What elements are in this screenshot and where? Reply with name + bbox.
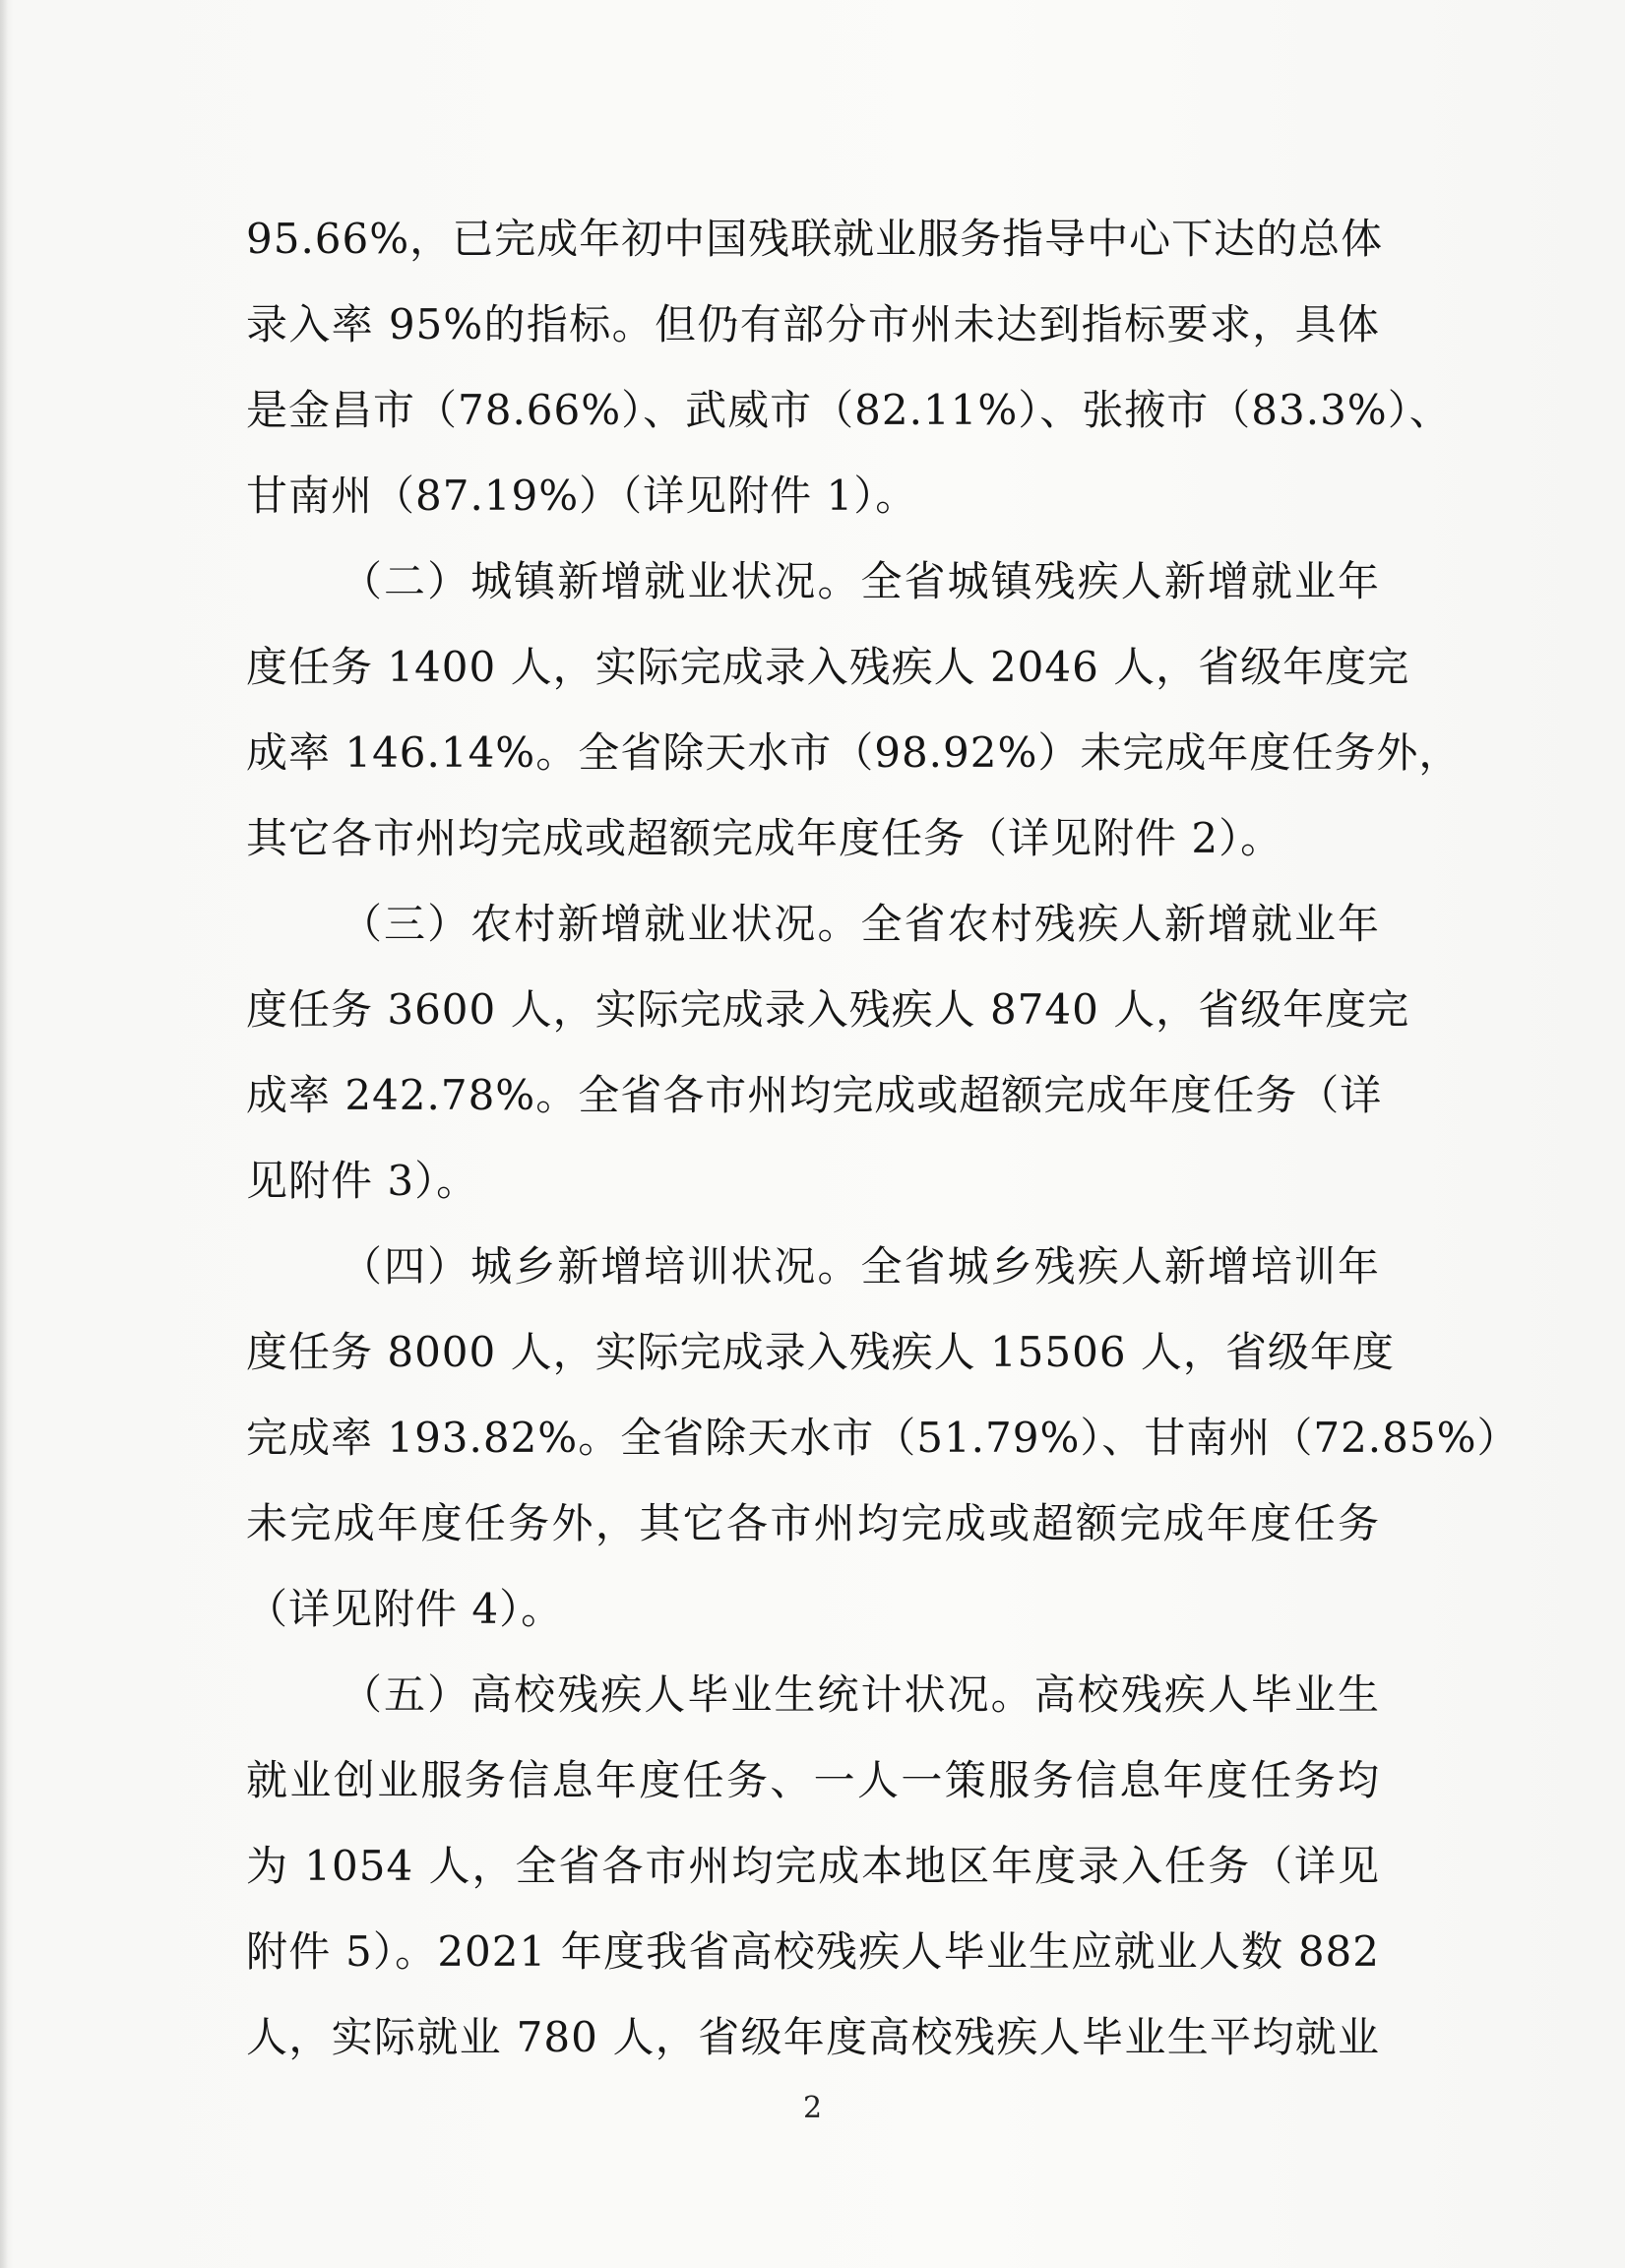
text-line: 为 1054 人，全省各市州均完成本地区年度录入任务（详见	[246, 1842, 1380, 1890]
text-line: 成率 146.14%。全省除天水市（98.92%）未完成年度任务外，	[246, 728, 1462, 777]
text-line: 是金昌市（78.66%）、武威市（82.11%）、张掖市（83.3%）、	[246, 386, 1452, 434]
scan-edge-shadow	[0, 0, 8, 2268]
page-number: 2	[802, 2091, 823, 2125]
text-line: 度任务 3600 人，实际完成录入残疾人 8740 人，省级年度完	[246, 985, 1410, 1034]
document-body	[246, 203, 1520, 2087]
text-line: 其它各市州均完成或超额完成年度任务（详见附件 2）。	[246, 814, 1283, 862]
text-line: 甘南州（87.19%）（详见附件 1）。	[246, 472, 918, 520]
text-line: 就业创业服务信息年度任务、一人一策服务信息年度任务均	[246, 1756, 1380, 1804]
text-line: 见附件 3）。	[246, 1157, 479, 1205]
section-heading-line: （五）高校残疾人毕业生统计状况。高校残疾人毕业生	[341, 1670, 1380, 1719]
text-line: 完成率 193.82%。全省除天水市（51.79%）、甘南州（72.85%）	[246, 1414, 1520, 1462]
text-line: 95.66%，已完成年初中国残联就业服务指导中心下达的总体	[246, 215, 1384, 263]
section-heading-line: （二）城镇新增就业状况。全省城镇残疾人新增就业年	[341, 557, 1380, 605]
section-heading-line: （三）农村新增就业状况。全省农村残疾人新增就业年	[341, 900, 1380, 948]
section-heading-line: （四）城乡新增培训状况。全省城乡残疾人新增培训年	[341, 1242, 1380, 1291]
text-line: 附件 5）。2021 年度我省高校残疾人毕业生应就业人数 882	[246, 1927, 1380, 1976]
text-line: 度任务 8000 人，实际完成录入残疾人 15506 人，省级年度	[246, 1328, 1395, 1376]
text-line: 录入率 95%的指标。但仍有部分市州未达到指标要求，具体	[246, 300, 1380, 348]
text-line: 人，实际就业 780 人，省级年度高校残疾人毕业生平均就业	[246, 2013, 1380, 2061]
text-line: 成率 242.78%。全省各市州均完成或超额完成年度任务（详	[246, 1071, 1383, 1119]
text-line: （详见附件 4）。	[246, 1585, 564, 1633]
text-line: 度任务 1400 人，实际完成录入残疾人 2046 人，省级年度完	[246, 643, 1410, 691]
text-line: 未完成年度任务外，其它各市州均完成或超额完成年度任务	[246, 1499, 1380, 1547]
